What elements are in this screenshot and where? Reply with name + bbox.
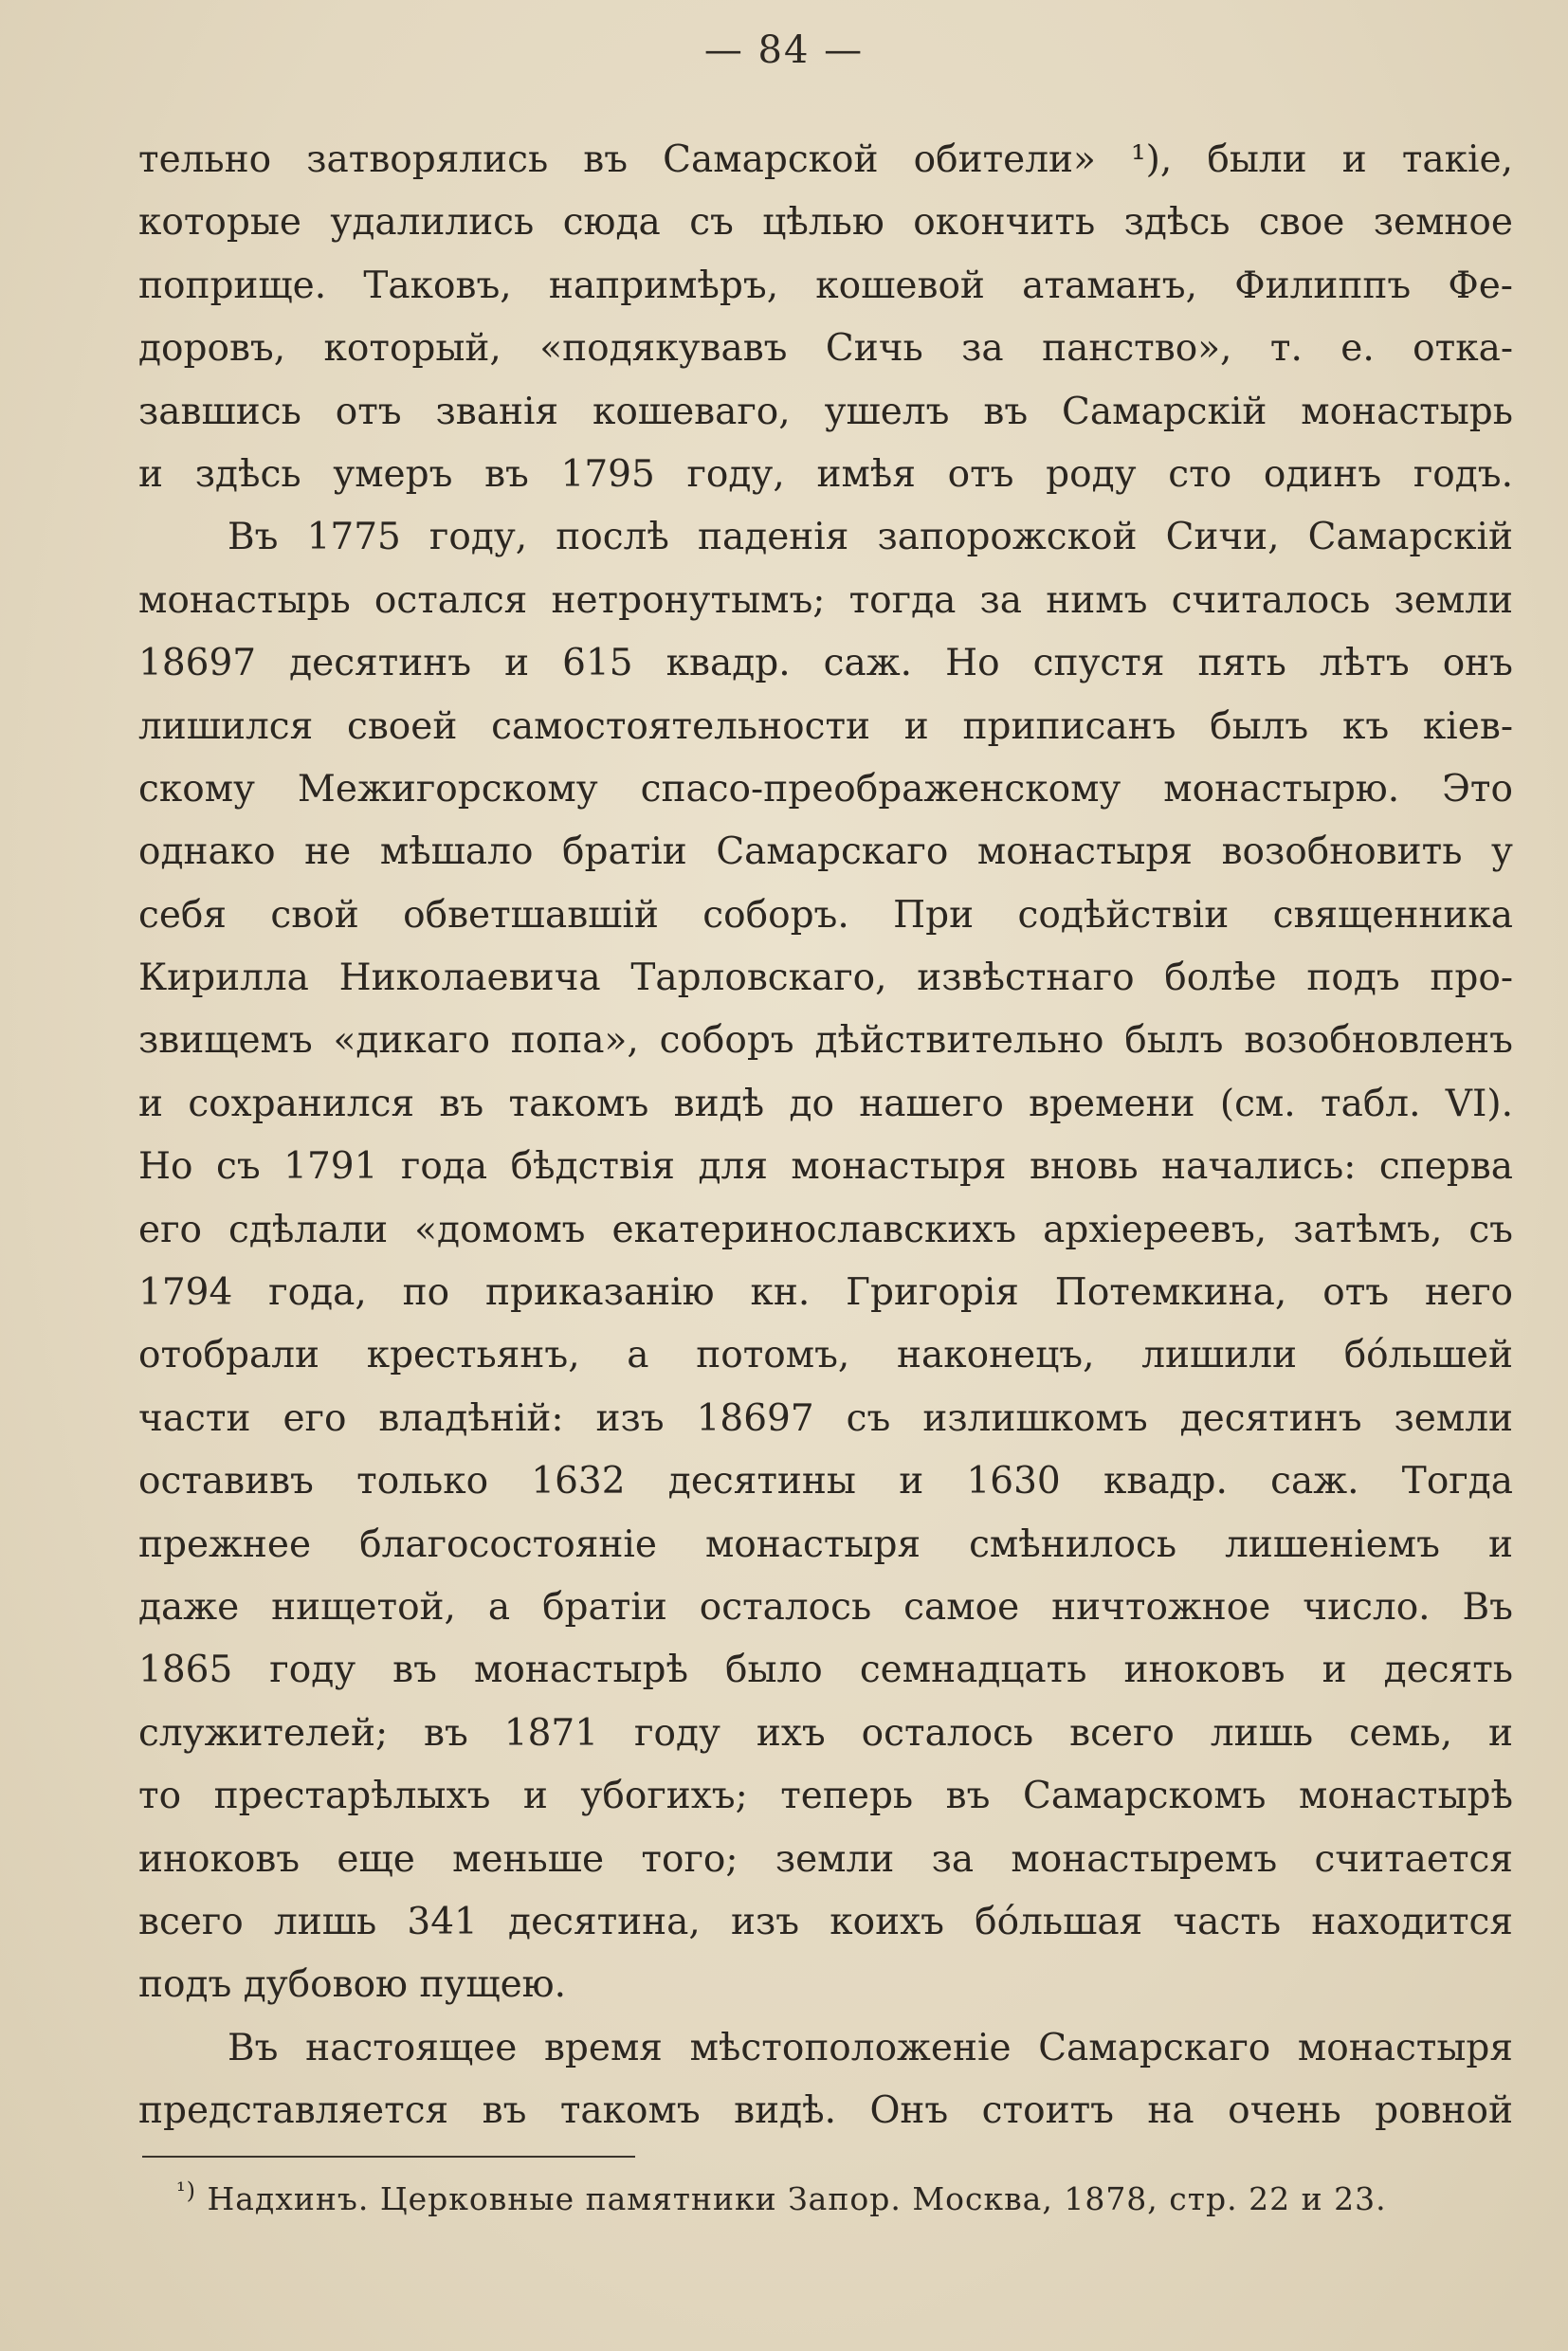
- text-line: всего лишь 341 десятина, изъ коихъ бо́льшая часть находится: [138, 1900, 1513, 1943]
- text-line: 1794 года, по приказанію кн. Григорія Потемкина, отъ него: [138, 1271, 1513, 1315]
- text-line: 1865 году въ монастырѣ было семнадцать иноковъ и десять: [138, 1649, 1513, 1692]
- text-line: Но съ 1791 года бѣдствія для монастыря вновь начались: сперва: [138, 1145, 1513, 1189]
- text-line: оставивъ только 1632 десятины и 1630 квадр. саж. Тогда: [138, 1460, 1513, 1504]
- text-line: тельно затворялись въ Самарской обители» ¹), были и такіе,: [138, 138, 1513, 181]
- footnote: [176, 2171, 1513, 2228]
- text-line: однако не мѣшало братiи Самарскаго монастыря возобновить у: [138, 830, 1513, 874]
- text-line: 18697 десятинъ и 615 квадр. саж. Но спустя пять лѣтъ онъ: [138, 642, 1513, 685]
- text-line: то престарѣлыхъ и убогихъ; теперь въ Самарскомъ монастырѣ: [138, 1775, 1513, 1818]
- text-line: которые удалились сюда съ цѣлью окончить здѣсь свое земное: [138, 201, 1513, 245]
- text-line: иноковъ еще меньше того; земли за монастыремъ считается: [138, 1837, 1513, 1881]
- text-line: скому Межигорскому спасо-преображенскому монастырю. Это: [138, 767, 1513, 811]
- text-line: Кирилла Николаевича Тарловскаго, извѣстнаго болѣе подъ про-: [138, 957, 1513, 1000]
- text-line: Въ настоящее время мѣстоположеніе Самарскаго монастыря: [228, 2026, 1513, 2069]
- text-line: Въ 1775 году, послѣ паденія запорожской Сичи, Самарскій: [228, 516, 1513, 559]
- text-line: и здѣсь умеръ въ 1795 году, имѣя отъ роду сто одинъ годъ.: [138, 452, 1513, 496]
- text-line: поприще. Таковъ, напримѣръ, кошевой атаманъ, Филиппъ Фе-: [138, 264, 1513, 307]
- text-line: отобрали крестьянъ, а потомъ, наконецъ, лишили бо́льшей: [138, 1334, 1513, 1377]
- text-line: его сдѣлали «домомъ екатеринославскихъ архіереевъ, затѣмъ, съ: [138, 1208, 1513, 1251]
- text-line: прежнее благосостояніе монастыря смѣнилось лишеніемъ и: [138, 1522, 1513, 1566]
- text-line: даже нищетой, а братіи осталось самое ничтожное число. Въ: [138, 1585, 1513, 1629]
- text-line: представляется въ такомъ видѣ. Онъ стоитъ на очень ровной: [138, 2089, 1513, 2133]
- page-number: — 84 —: [703, 28, 865, 72]
- text-line: завшись отъ званія кошеваго, ушелъ въ Самарскій монастырь: [138, 390, 1513, 433]
- text-line: части его владѣній: изъ 18697 съ излишкомъ десятинъ земли: [138, 1396, 1513, 1440]
- footnote-text: Надхинъ. Церковные памятники Запор. Москва, 1878, стр. 22 и 23.: [207, 2180, 1387, 2217]
- text-line: лишился своей самостоятельности и приписанъ былъ къ кiев-: [138, 704, 1513, 748]
- text-line: подъ дубовою пущею.: [138, 1963, 567, 2007]
- text-line: и сохранился въ такомъ видѣ до нашего времени (см. табл. VI).: [138, 1082, 1513, 1125]
- text-line: звищемъ «дикаго попа», соборъ дѣйствительно былъ возобновленъ: [138, 1019, 1513, 1063]
- body-text: [138, 129, 1513, 2143]
- text-line: монастырь остался нетронутымъ; тогда за нимъ считалось земли: [138, 578, 1513, 622]
- footnote-mark: ¹): [176, 2178, 196, 2204]
- text-line: себя свой обветшавшій соборъ. При содѣйствіи священника: [138, 893, 1513, 937]
- text-line: служителей; въ 1871 году ихъ осталось всего лишь семь, и: [138, 1711, 1513, 1755]
- footnote-divider: [142, 2156, 635, 2158]
- text-line: доровъ, который, «подякувавъ Сичь за панство», т. е. отка-: [138, 327, 1513, 371]
